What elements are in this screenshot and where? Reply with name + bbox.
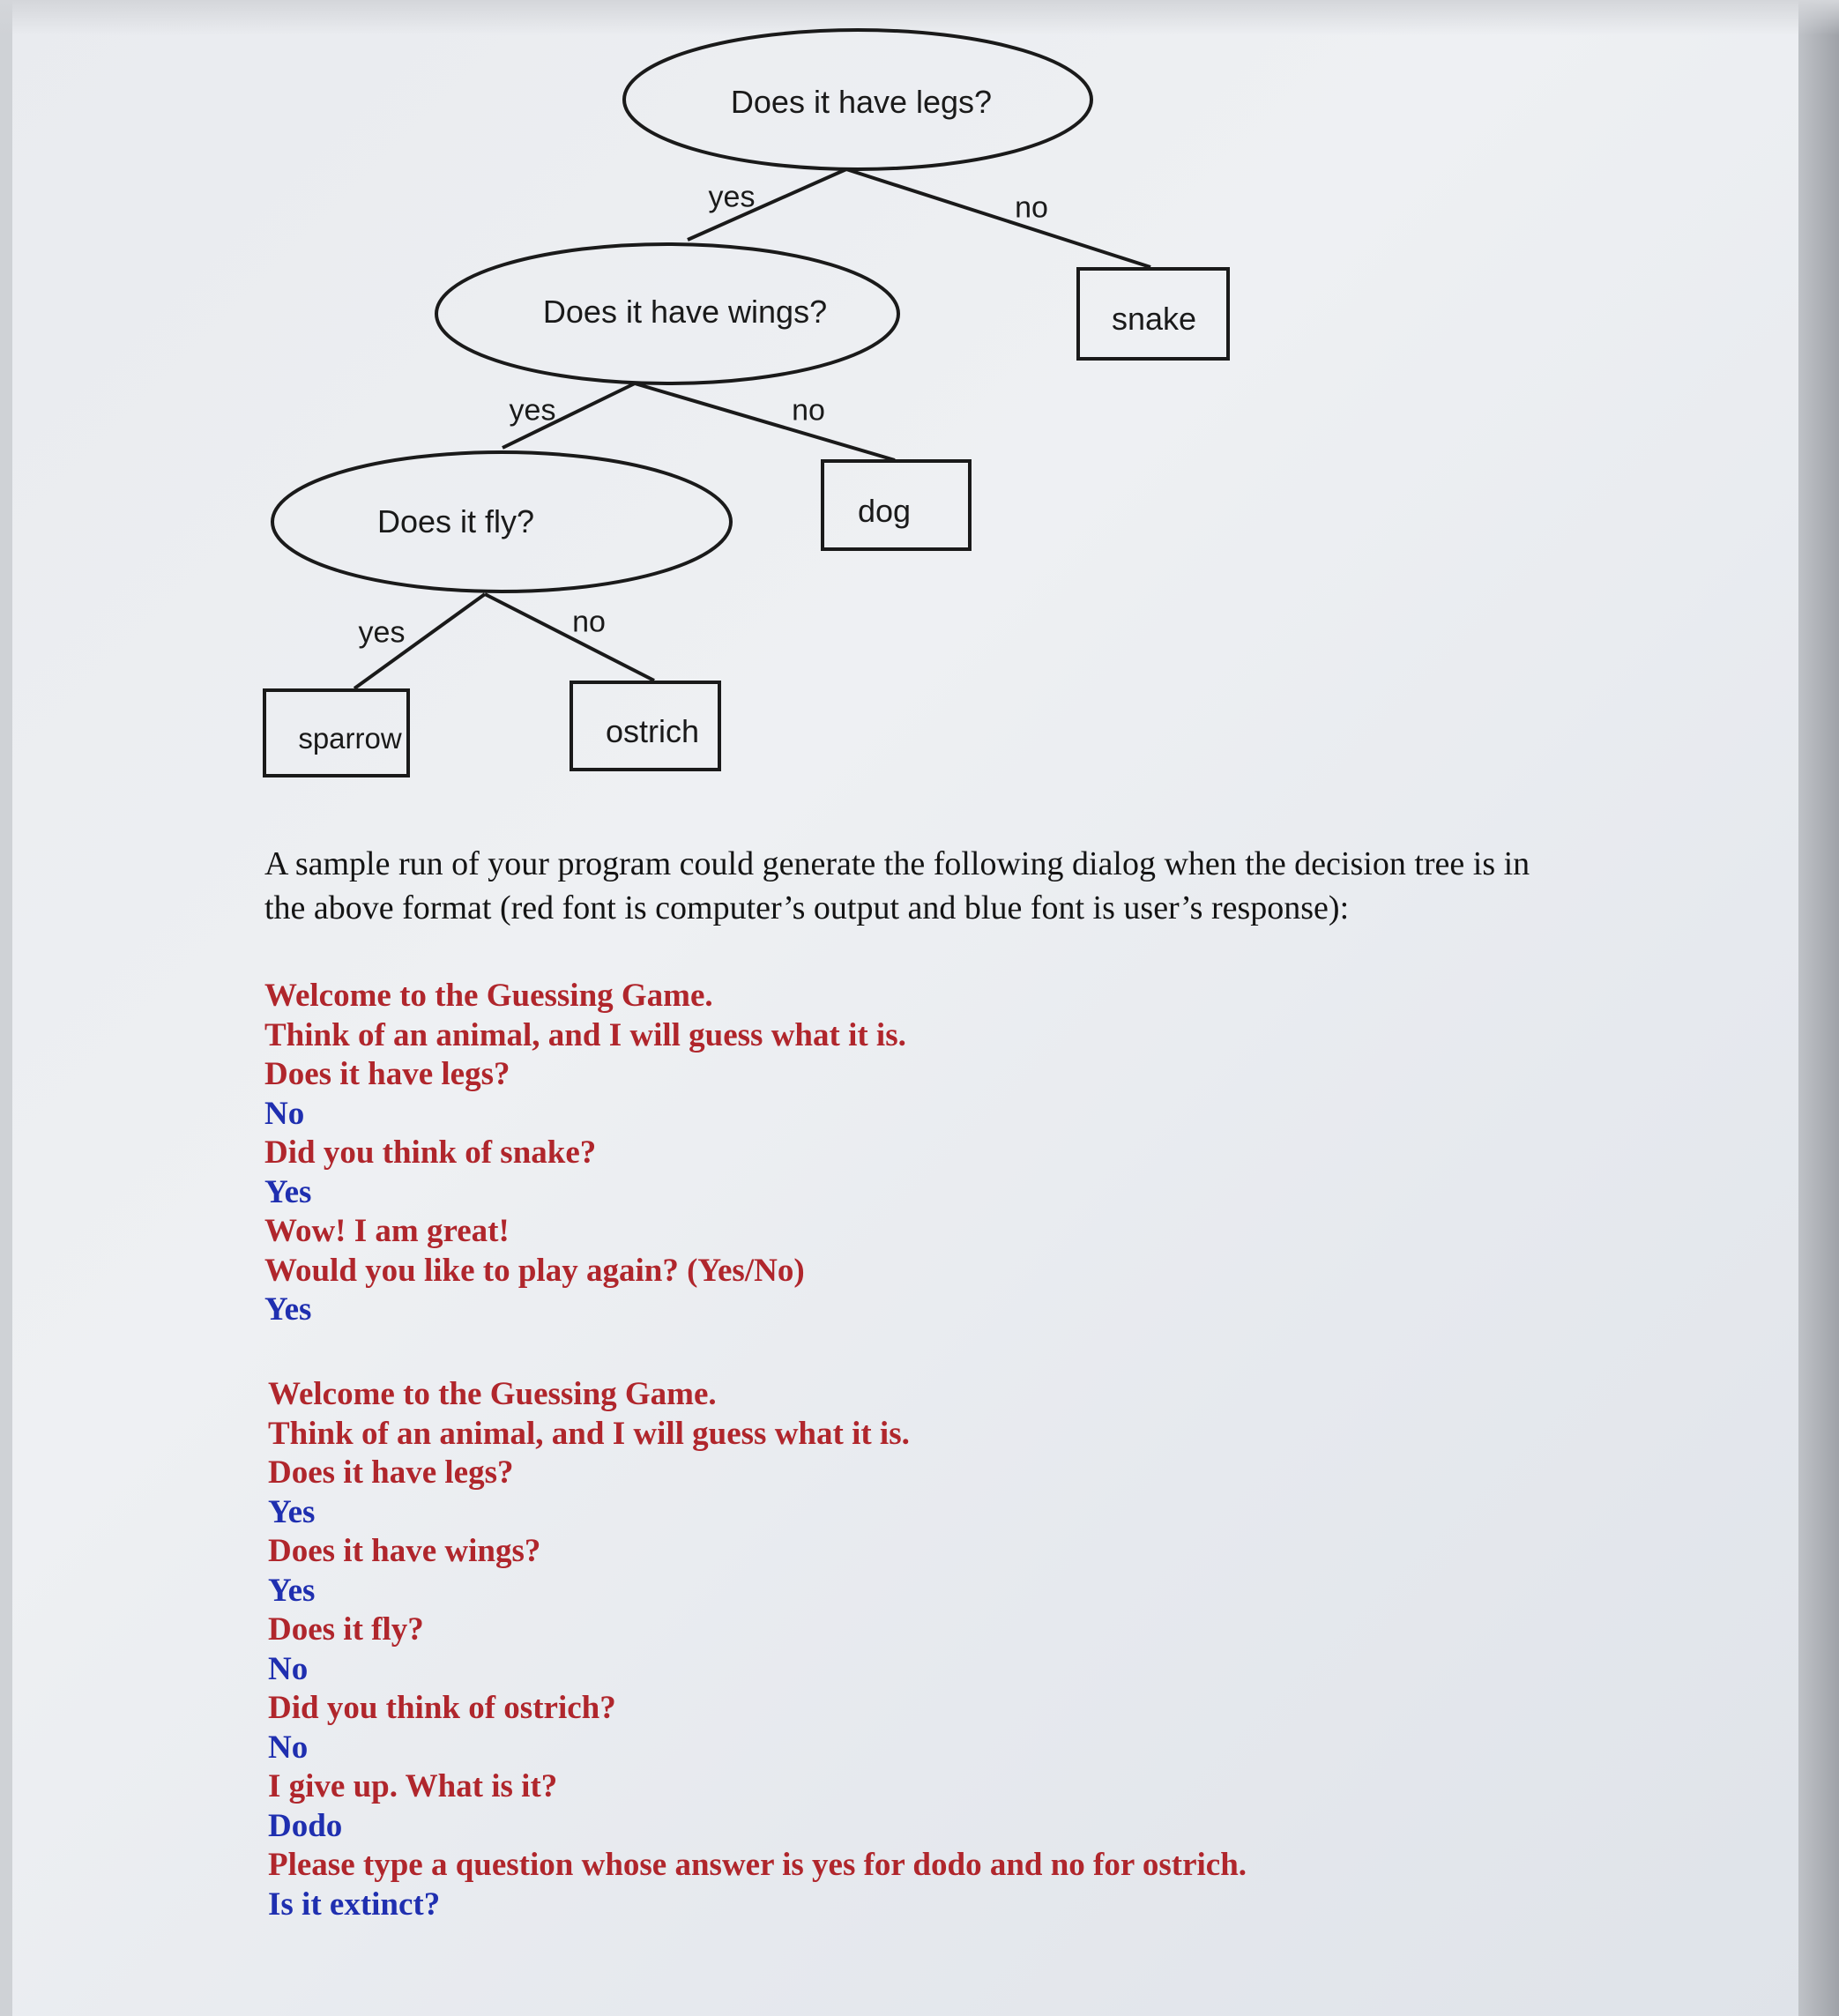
edge-label-wings-no: no [792, 393, 825, 428]
computer-output-line: Does it have legs? [268, 1454, 514, 1491]
computer-output-line: Welcome to the Guessing Game. [264, 978, 713, 1014]
answer-dog: dog [857, 493, 912, 529]
answer-ostrich: ostrich [605, 713, 700, 749]
edge-label-fly-yes: yes [358, 615, 406, 650]
sample-dialog-2 [268, 1375, 1247, 1924]
computer-output-line: Welcome to the Guessing Game. [268, 1376, 717, 1412]
computer-output-line: Please type a question whose answer is yes for dodo and no for ostrich. [268, 1847, 1247, 1883]
user-response-line: Dodo [268, 1807, 343, 1844]
question-fly: Does it fly? [376, 503, 535, 539]
user-response-line: Yes [264, 1173, 312, 1210]
computer-output-line: Would you like to play again? (Yes/No) [264, 1252, 805, 1289]
user-response-line: No [268, 1729, 309, 1766]
edge-wings-no [635, 383, 895, 460]
computer-output-line: Wow! I am great! [264, 1213, 510, 1249]
user-response-line: Yes [268, 1572, 316, 1609]
computer-output-line: Did you think of ostrich? [268, 1690, 616, 1726]
sample-dialog-1 [264, 977, 906, 1330]
edge-label-fly-no: no [572, 605, 606, 639]
computer-output-line: Does it fly? [268, 1611, 424, 1648]
user-response-line: No [268, 1650, 309, 1687]
computer-output-line: Does it have legs? [264, 1056, 510, 1092]
computer-output-line: Did you think of snake? [264, 1134, 597, 1171]
question-legs: Does it have legs? [730, 84, 993, 120]
user-response-line: Yes [268, 1493, 316, 1530]
intro-paragraph: A sample run of your program could generate the following dialog when the decision tree is in the above format (red font is computer’s output and blue font is user’s response): [264, 845, 1530, 926]
edge-label-wings-yes: yes [509, 393, 556, 428]
answer-sparrow: sparrow [298, 722, 402, 755]
edge-label-legs-no: no [1015, 190, 1048, 225]
question-wings: Does it have wings? [542, 294, 828, 330]
user-response-line: Is it extinct? [268, 1886, 441, 1923]
computer-output-line: Think of an animal, and I will guess what it is. [264, 1016, 906, 1053]
edge-fly-no [485, 594, 654, 681]
user-response-line: Yes [264, 1291, 312, 1328]
answer-snake: snake [1111, 301, 1197, 337]
edge-legs-no [846, 169, 1150, 267]
computer-output-line: Does it have wings? [268, 1533, 541, 1569]
computer-output-line: Think of an animal, and I will guess what it is. [268, 1415, 910, 1452]
edge-label-legs-yes: yes [708, 180, 756, 214]
user-response-line: No [264, 1095, 305, 1132]
decision-tree-diagram [0, 0, 1839, 793]
computer-output-line: I give up. What is it? [268, 1768, 558, 1804]
